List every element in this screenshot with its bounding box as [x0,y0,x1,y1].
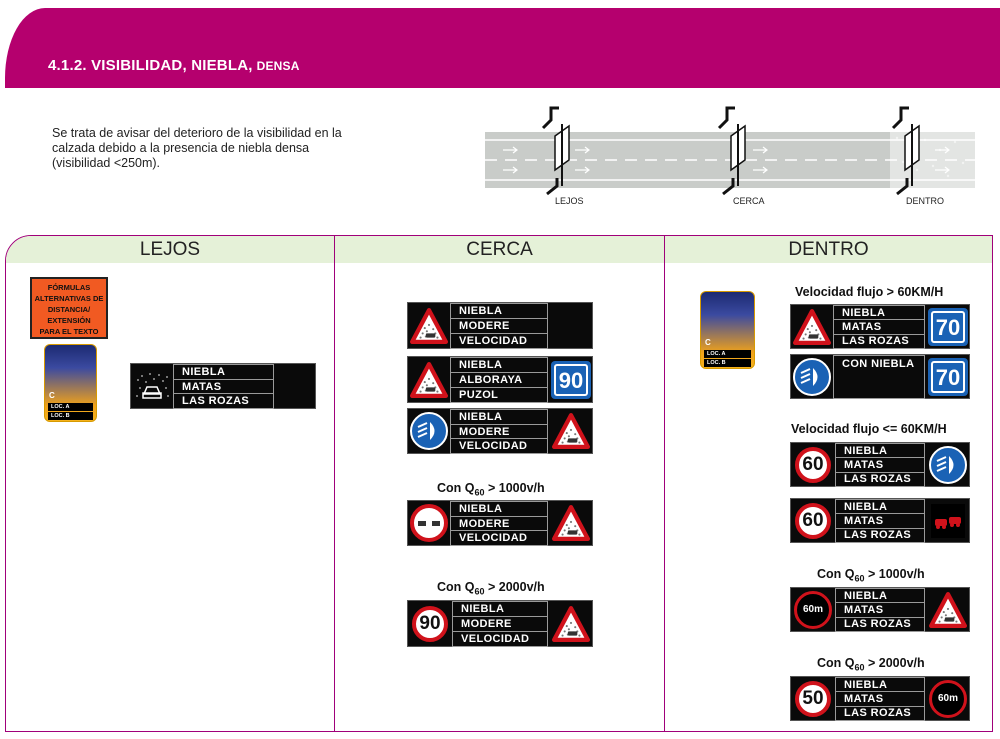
sign-line: MATAS [835,457,925,472]
sign-line: MATAS [833,319,925,334]
sign-line: MODERE [452,616,548,632]
sign-line: NIEBLA [835,443,925,458]
speed-limit-sign: 50 [795,681,831,717]
speed-heading-2: Velocidad flujo <= 60KM/H [791,422,947,436]
sign-line: NIEBLA [173,364,274,380]
vms-panel-lejos: C LOC. A LOC. B [44,344,97,422]
sign-line: NIEBLA [833,305,925,320]
sign-line: VELOCIDAD [450,333,548,349]
speed-limit-sign: 60 [795,503,831,539]
fog-warning-triangle-icon [791,305,833,348]
sign-cerca-2 [407,356,593,403]
intro-text: Se trata de avisar del deterioro de la visibilidad en la calzada debido a la presencia de niebla densa (visibilidad <250m). [52,126,342,170]
keep-distance-icon [408,501,450,545]
sign-line: VELOCIDAD [450,530,548,546]
road-label-cerca: CERCA [733,196,765,206]
sign-cerca-5 [407,600,593,647]
sign-line: LAS ROZAS [835,528,925,543]
sign-line: LAS ROZAS [833,334,925,349]
fog-warning-triangle-icon [925,588,971,631]
sign-cerca-4 [407,500,593,546]
sign-line: MODERE [450,318,548,334]
fog-lights-icon [925,443,971,486]
sign-line: NIEBLA [450,357,548,373]
fog-warning-triangle-icon [408,303,450,348]
sign-cerca-3 [407,408,593,454]
fog-lights-icon [408,409,450,453]
sign-line: LAS ROZAS [173,393,274,409]
condition-label: Con $Q_{60} > 1000v/h$ [817,567,925,584]
sign-line: NIEBLA [835,677,925,692]
collision-warning-icon [925,499,971,542]
condition-label: Con $Q_{60} > 2000v/h$ [437,580,545,597]
sign-dentro-5 [790,587,970,632]
header-banner [5,8,1000,88]
condition-label: Con $Q_{60} > 2000v/h$ [817,656,925,673]
sign-line: NIEBLA [450,409,548,425]
speed-limit-sign: 60 [795,447,831,483]
sign-line: MATAS [835,602,925,617]
panel-title-cerca: CERCA [335,236,664,263]
sign-line: NIEBLA [450,303,548,319]
sign-line: VELOCIDAD [452,631,548,647]
fog-warning-triangle-icon [548,601,594,646]
condition-label: Con $Q_{60} > 1000v/h$ [437,481,545,498]
road-diagram [485,100,975,215]
speed-recommendation-sign: 70 [928,358,968,396]
fog-warning-triangle-icon [548,409,594,453]
section-title: 4.1.2. VISIBILIDAD, NIEBLA, DENSA [48,57,300,74]
sign-line: LAS ROZAS [835,617,925,632]
keep-distance-60m-icon: 60m [925,677,971,720]
keep-distance-60m-icon: 60m [791,588,835,631]
fog-warning-triangle-icon [408,357,450,402]
sign-line: NIEBLA [452,601,548,617]
sign-line: CON NIEBLA [833,355,925,399]
fog-lights-icon [791,355,833,398]
road-label-dentro: DENTRO [906,196,944,206]
sign-dentro-4 [790,498,970,543]
sign-cerca-1 [407,302,593,349]
road-label-lejos: LEJOS [555,196,584,206]
sign-line: NIEBLA [450,501,548,517]
sign-dentro-2 [790,354,970,399]
speed-recommendation-sign: 90 [551,361,591,399]
sign-line: MODERE [450,424,548,440]
sign-line: MATAS [835,691,925,706]
sign-line: MATAS [835,513,925,528]
sign-line: NIEBLA [835,588,925,603]
sign-line: LAS ROZAS [835,706,925,721]
sign-line: LAS ROZAS [835,472,925,487]
panel-title-dentro: DENTRO [665,236,992,263]
speed-heading-1: Velocidad flujo > 60KM/H [795,285,944,299]
sign-line: VELOCIDAD [450,438,548,454]
speed-limit-sign: 90 [412,606,448,642]
panel-title-lejos: LEJOS [6,236,334,263]
sign-lejos [130,363,316,409]
speed-recommendation-sign: 70 [928,308,968,346]
sign-line: NIEBLA [835,499,925,514]
formula-box: FÓRMULAS ALTERNATIVAS DE DISTANCIA/ EXTENSIÓN PARA EL TEXTO [30,277,108,339]
fog-car-icon [131,364,173,408]
sign-dentro-1 [790,304,970,349]
fog-warning-triangle-icon [548,501,594,545]
vms-panel-dentro: C LOC. A LOC. B [700,291,755,369]
sign-line: MATAS [173,379,274,395]
sign-dentro-6 [790,676,970,721]
sign-line: ALBORAYA [450,372,548,388]
sign-dentro-3 [790,442,970,487]
sign-line: PUZOL [450,387,548,403]
sign-line: MODERE [450,516,548,532]
